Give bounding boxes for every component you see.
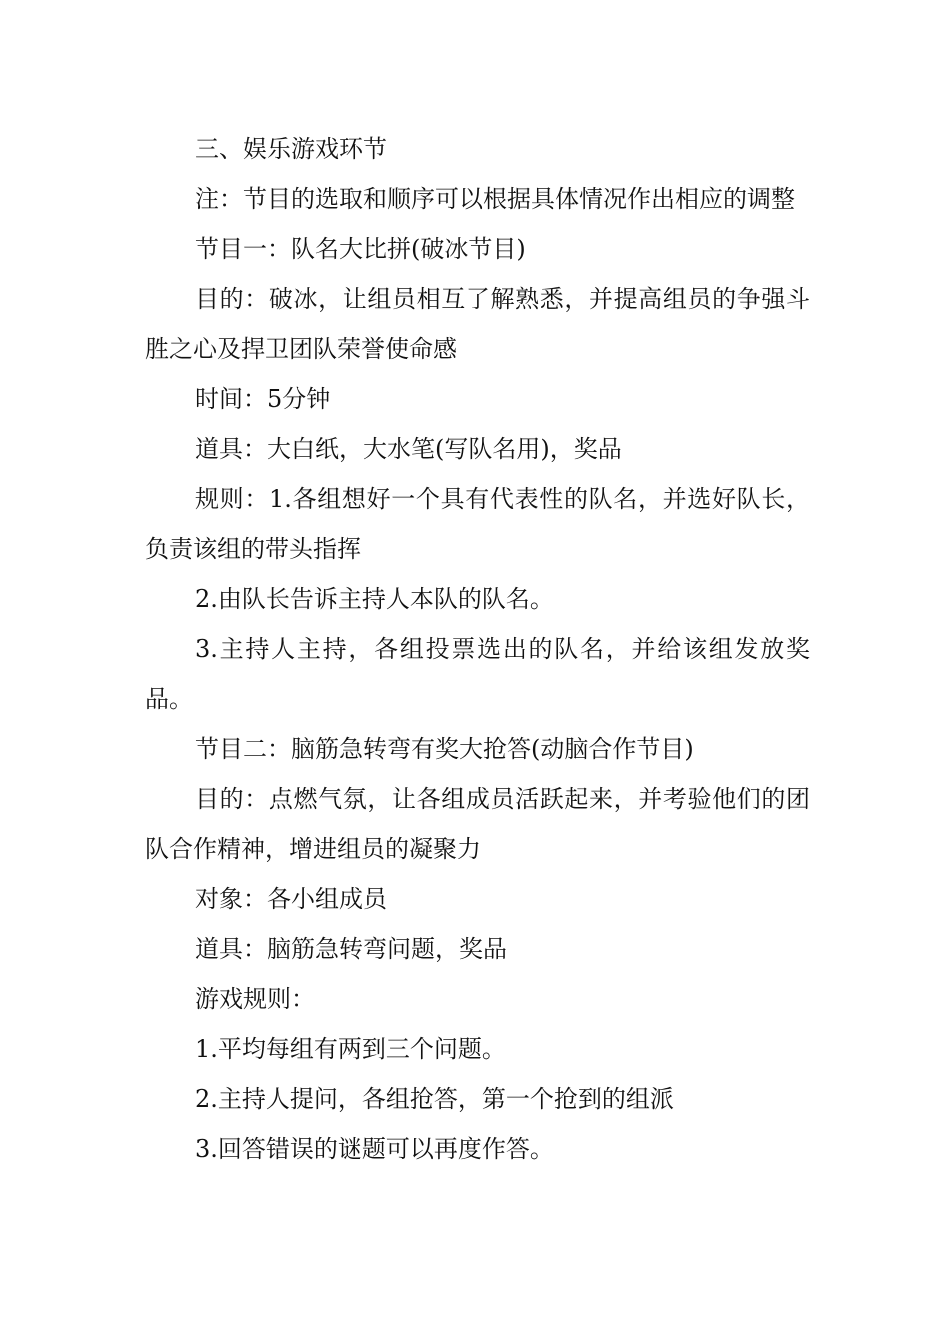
program-one-time: 时间：5分钟 bbox=[195, 385, 331, 413]
program-one-title: 节目一：队名大比拼(破冰节目) bbox=[195, 235, 526, 263]
program-two-props: 道具：脑筋急转弯问题，奖品 bbox=[195, 935, 507, 963]
program-one-rule-1: 规则：1.各组想好一个具有代表性的队名，并选好队长，负责该组的带头指挥 bbox=[145, 485, 810, 563]
program-one-purpose: 目的：破冰，让组员相互了解熟悉，并提高组员的争强斗胜之心及捍卫团队荣誉使命感 bbox=[145, 285, 810, 363]
program-two-purpose: 目的：点燃气氛，让各组成员活跃起来，并考验他们的团队合作精神，增进组员的凝聚力 bbox=[145, 785, 810, 863]
program-one-rule-2: 2.由队长告诉主持人本队的队名。 bbox=[195, 585, 554, 613]
program-two-rules-heading: 游戏规则： bbox=[195, 985, 315, 1013]
note-paragraph: 注：节目的选取和顺序可以根据具体情况作出相应的调整 bbox=[195, 185, 795, 213]
program-one-rule-3: 3.主持人主持，各组投票选出的队名，并给该组发放奖品。 bbox=[145, 635, 810, 713]
program-two-audience: 对象：各小组成员 bbox=[195, 885, 387, 913]
program-two-title: 节目二：脑筋急转弯有奖大抢答(动脑合作节目) bbox=[195, 735, 694, 763]
program-two-rule-2: 2.主持人提问，各组抢答，第一个抢到的组派 bbox=[195, 1085, 674, 1113]
section-heading: 三、娱乐游戏环节 bbox=[195, 135, 387, 163]
program-two-rule-3: 3.回答错误的谜题可以再度作答。 bbox=[195, 1135, 554, 1163]
program-two-rule-1: 1.平均每组有两到三个问题。 bbox=[195, 1035, 506, 1063]
document-body bbox=[145, 124, 810, 1174]
program-one-props: 道具：大白纸，大水笔(写队名用)，奖品 bbox=[195, 435, 622, 463]
